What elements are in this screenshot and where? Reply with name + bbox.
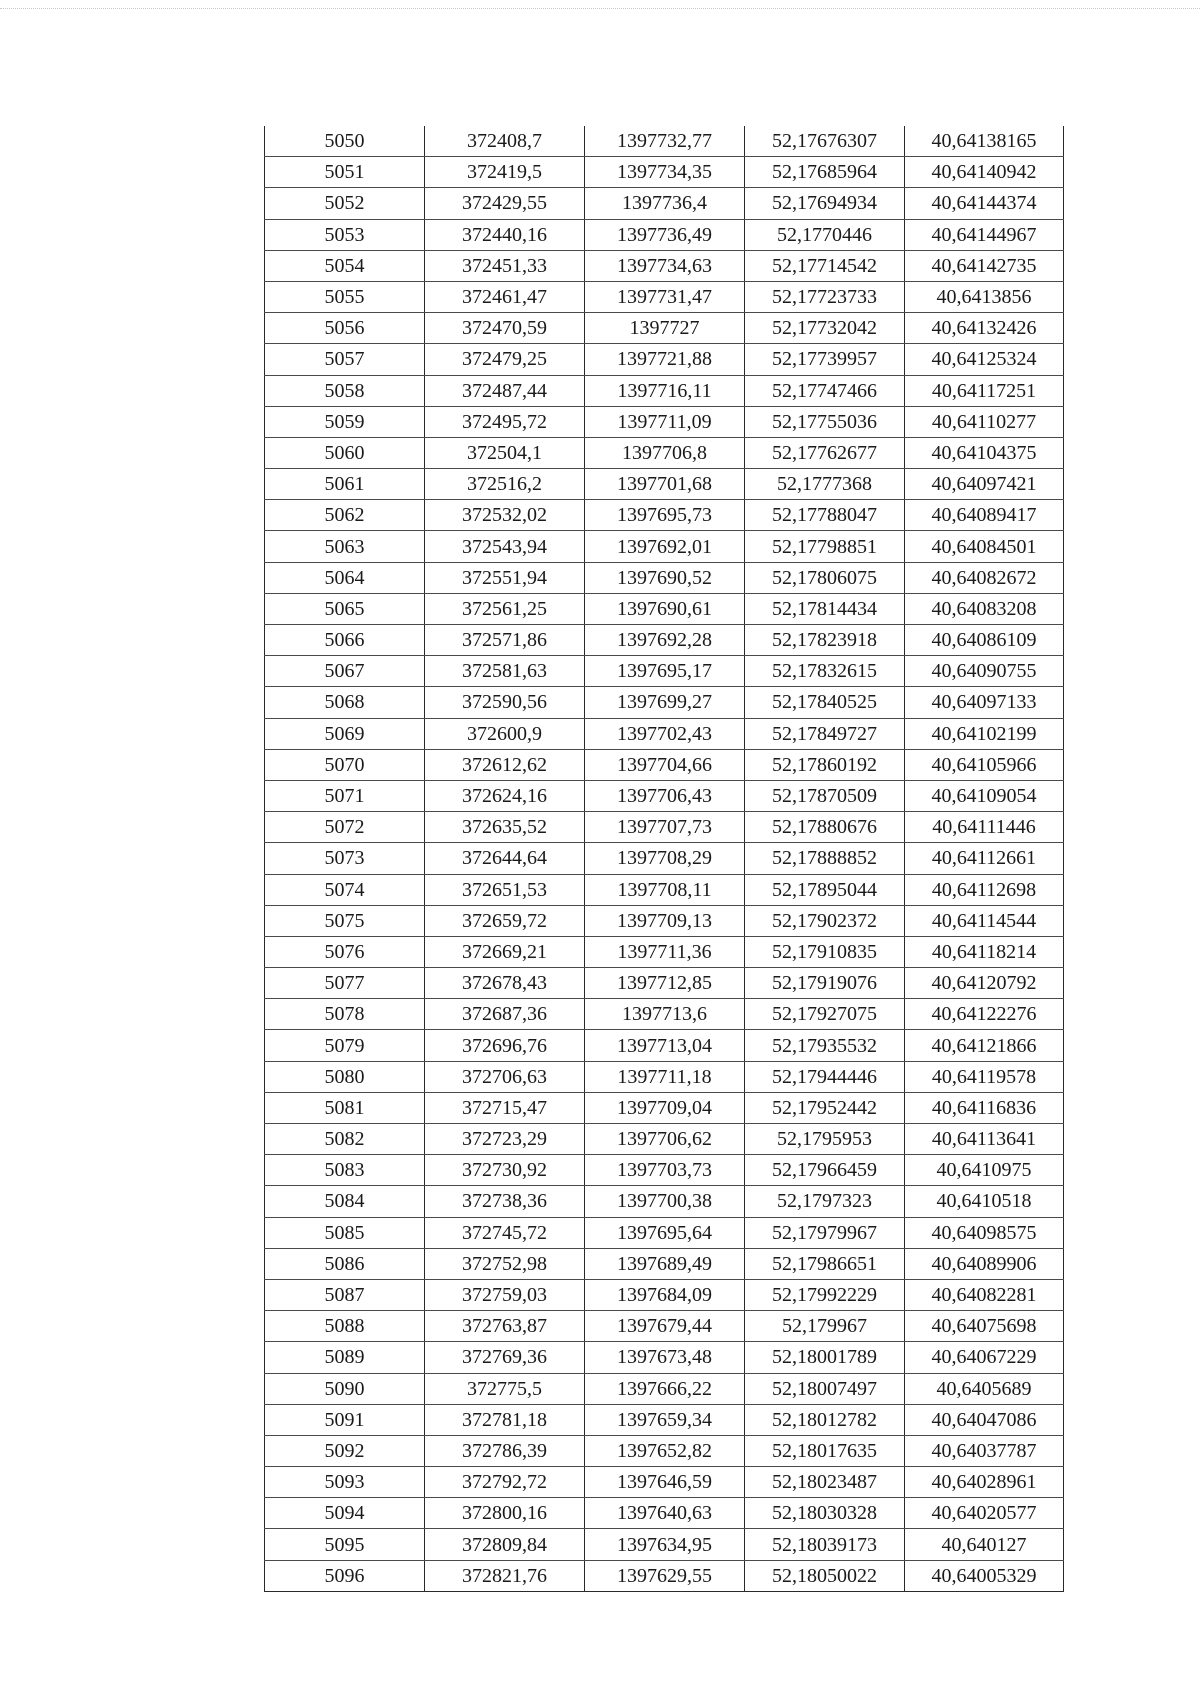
point-number-cell: 5062 — [265, 500, 425, 531]
y-coordinate-cell: 1397695,64 — [585, 1217, 745, 1248]
longitude-cell: 40,6413856 — [905, 281, 1064, 312]
table-row — [265, 219, 1064, 250]
y-coordinate-cell: 1397634,95 — [585, 1529, 745, 1560]
latitude-cell: 52,1770446 — [745, 219, 905, 250]
point-number-cell: 5061 — [265, 469, 425, 500]
latitude-cell: 52,17888852 — [745, 843, 905, 874]
longitude-cell: 40,64117251 — [905, 375, 1064, 406]
latitude-cell: 52,17755036 — [745, 406, 905, 437]
longitude-cell: 40,64144967 — [905, 219, 1064, 250]
y-coordinate-cell: 1397659,34 — [585, 1404, 745, 1435]
latitude-cell: 52,17840525 — [745, 687, 905, 718]
point-number-cell: 5055 — [265, 281, 425, 312]
x-coordinate-cell: 372504,1 — [425, 437, 585, 468]
latitude-cell: 52,17806075 — [745, 562, 905, 593]
table-row — [265, 562, 1064, 593]
table-row — [265, 780, 1064, 811]
longitude-cell: 40,64120792 — [905, 968, 1064, 999]
latitude-cell: 52,17966459 — [745, 1155, 905, 1186]
table-row — [265, 812, 1064, 843]
latitude-cell: 52,17895044 — [745, 874, 905, 905]
y-coordinate-cell: 1397640,63 — [585, 1498, 745, 1529]
y-coordinate-cell: 1397716,11 — [585, 375, 745, 406]
table-row — [265, 718, 1064, 749]
point-number-cell: 5082 — [265, 1124, 425, 1155]
y-coordinate-cell: 1397731,47 — [585, 281, 745, 312]
point-number-cell: 5050 — [265, 126, 425, 157]
longitude-cell: 40,6405689 — [905, 1373, 1064, 1404]
longitude-cell: 40,64097421 — [905, 469, 1064, 500]
table-row — [265, 1342, 1064, 1373]
longitude-cell: 40,64122276 — [905, 999, 1064, 1030]
point-number-cell: 5075 — [265, 905, 425, 936]
longitude-cell: 40,64144374 — [905, 188, 1064, 219]
point-number-cell: 5059 — [265, 406, 425, 437]
point-number-cell: 5066 — [265, 625, 425, 656]
latitude-cell: 52,18012782 — [745, 1404, 905, 1435]
table-row — [265, 1279, 1064, 1310]
table-row — [265, 469, 1064, 500]
longitude-cell: 40,64113641 — [905, 1124, 1064, 1155]
longitude-cell: 40,64102199 — [905, 718, 1064, 749]
point-number-cell: 5056 — [265, 313, 425, 344]
longitude-cell: 40,64020577 — [905, 1498, 1064, 1529]
x-coordinate-cell: 372461,47 — [425, 281, 585, 312]
table-row — [265, 126, 1064, 157]
latitude-cell: 52,17832615 — [745, 656, 905, 687]
latitude-cell: 52,17694934 — [745, 188, 905, 219]
point-number-cell: 5084 — [265, 1186, 425, 1217]
x-coordinate-cell: 372775,5 — [425, 1373, 585, 1404]
point-number-cell: 5058 — [265, 375, 425, 406]
table-row — [265, 188, 1064, 219]
y-coordinate-cell: 1397695,17 — [585, 656, 745, 687]
table-row — [265, 1155, 1064, 1186]
x-coordinate-cell: 372715,47 — [425, 1092, 585, 1123]
y-coordinate-cell: 1397727 — [585, 313, 745, 344]
latitude-cell: 52,179967 — [745, 1311, 905, 1342]
latitude-cell: 52,17747466 — [745, 375, 905, 406]
x-coordinate-cell: 372800,16 — [425, 1498, 585, 1529]
latitude-cell: 52,18039173 — [745, 1529, 905, 1560]
table-row — [265, 1092, 1064, 1123]
table-row — [265, 1373, 1064, 1404]
x-coordinate-cell: 372644,64 — [425, 843, 585, 874]
table-row — [265, 437, 1064, 468]
y-coordinate-cell: 1397703,73 — [585, 1155, 745, 1186]
point-number-cell: 5096 — [265, 1560, 425, 1591]
y-coordinate-cell: 1397692,01 — [585, 531, 745, 562]
x-coordinate-cell: 372821,76 — [425, 1560, 585, 1591]
table-row — [265, 313, 1064, 344]
x-coordinate-cell: 372759,03 — [425, 1279, 585, 1310]
table-row — [265, 874, 1064, 905]
point-number-cell: 5065 — [265, 593, 425, 624]
table-row — [265, 1404, 1064, 1435]
y-coordinate-cell: 1397711,18 — [585, 1061, 745, 1092]
x-coordinate-cell: 372745,72 — [425, 1217, 585, 1248]
table-row — [265, 1124, 1064, 1155]
y-coordinate-cell: 1397629,55 — [585, 1560, 745, 1591]
longitude-cell: 40,64082281 — [905, 1279, 1064, 1310]
longitude-cell: 40,64075698 — [905, 1311, 1064, 1342]
point-number-cell: 5054 — [265, 250, 425, 281]
longitude-cell: 40,64086109 — [905, 625, 1064, 656]
y-coordinate-cell: 1397736,4 — [585, 188, 745, 219]
longitude-cell: 40,64090755 — [905, 656, 1064, 687]
point-number-cell: 5074 — [265, 874, 425, 905]
table-row — [265, 687, 1064, 718]
y-coordinate-cell: 1397706,62 — [585, 1124, 745, 1155]
point-number-cell: 5079 — [265, 1030, 425, 1061]
x-coordinate-cell: 372408,7 — [425, 126, 585, 157]
latitude-cell: 52,17952442 — [745, 1092, 905, 1123]
latitude-cell: 52,17739957 — [745, 344, 905, 375]
longitude-cell: 40,64098575 — [905, 1217, 1064, 1248]
table-row — [265, 281, 1064, 312]
longitude-cell: 40,64105966 — [905, 749, 1064, 780]
x-coordinate-cell: 372792,72 — [425, 1467, 585, 1498]
point-number-cell: 5093 — [265, 1467, 425, 1498]
latitude-cell: 52,18050022 — [745, 1560, 905, 1591]
longitude-cell: 40,64089906 — [905, 1248, 1064, 1279]
longitude-cell: 40,64037787 — [905, 1435, 1064, 1466]
x-coordinate-cell: 372600,9 — [425, 718, 585, 749]
longitude-cell: 40,64119578 — [905, 1061, 1064, 1092]
x-coordinate-cell: 372612,62 — [425, 749, 585, 780]
longitude-cell: 40,64104375 — [905, 437, 1064, 468]
table-row — [265, 593, 1064, 624]
x-coordinate-cell: 372516,2 — [425, 469, 585, 500]
point-number-cell: 5087 — [265, 1279, 425, 1310]
point-number-cell: 5063 — [265, 531, 425, 562]
point-number-cell: 5083 — [265, 1155, 425, 1186]
y-coordinate-cell: 1397713,04 — [585, 1030, 745, 1061]
x-coordinate-cell: 372706,63 — [425, 1061, 585, 1092]
table-row — [265, 1467, 1064, 1498]
latitude-cell: 52,17992229 — [745, 1279, 905, 1310]
longitude-cell: 40,64112661 — [905, 843, 1064, 874]
table-row — [265, 843, 1064, 874]
table-row — [265, 1560, 1064, 1591]
longitude-cell: 40,64089417 — [905, 500, 1064, 531]
latitude-cell: 52,1795953 — [745, 1124, 905, 1155]
x-coordinate-cell: 372687,36 — [425, 999, 585, 1030]
longitude-cell: 40,64028961 — [905, 1467, 1064, 1498]
latitude-cell: 52,17910835 — [745, 936, 905, 967]
latitude-cell: 52,17870509 — [745, 780, 905, 811]
table-row — [265, 936, 1064, 967]
longitude-cell: 40,64138165 — [905, 126, 1064, 157]
latitude-cell: 52,18017635 — [745, 1435, 905, 1466]
y-coordinate-cell: 1397706,8 — [585, 437, 745, 468]
latitude-cell: 52,17823918 — [745, 625, 905, 656]
point-number-cell: 5070 — [265, 749, 425, 780]
y-coordinate-cell: 1397679,44 — [585, 1311, 745, 1342]
point-number-cell: 5077 — [265, 968, 425, 999]
latitude-cell: 52,18023487 — [745, 1467, 905, 1498]
x-coordinate-cell: 372635,52 — [425, 812, 585, 843]
y-coordinate-cell: 1397695,73 — [585, 500, 745, 531]
y-coordinate-cell: 1397692,28 — [585, 625, 745, 656]
x-coordinate-cell: 372624,16 — [425, 780, 585, 811]
latitude-cell: 52,17762677 — [745, 437, 905, 468]
latitude-cell: 52,17788047 — [745, 500, 905, 531]
x-coordinate-cell: 372451,33 — [425, 250, 585, 281]
x-coordinate-cell: 372551,94 — [425, 562, 585, 593]
coordinates-table-body — [265, 126, 1064, 1591]
y-coordinate-cell: 1397706,43 — [585, 780, 745, 811]
latitude-cell: 52,17880676 — [745, 812, 905, 843]
x-coordinate-cell: 372479,25 — [425, 344, 585, 375]
point-number-cell: 5067 — [265, 656, 425, 687]
y-coordinate-cell: 1397700,38 — [585, 1186, 745, 1217]
longitude-cell: 40,64112698 — [905, 874, 1064, 905]
longitude-cell: 40,64140942 — [905, 157, 1064, 188]
y-coordinate-cell: 1397690,52 — [585, 562, 745, 593]
y-coordinate-cell: 1397712,85 — [585, 968, 745, 999]
longitude-cell: 40,64109054 — [905, 780, 1064, 811]
point-number-cell: 5089 — [265, 1342, 425, 1373]
point-number-cell: 5085 — [265, 1217, 425, 1248]
x-coordinate-cell: 372696,76 — [425, 1030, 585, 1061]
y-coordinate-cell: 1397652,82 — [585, 1435, 745, 1466]
longitude-cell: 40,64125324 — [905, 344, 1064, 375]
latitude-cell: 52,17986651 — [745, 1248, 905, 1279]
table-row — [265, 1311, 1064, 1342]
point-number-cell: 5064 — [265, 562, 425, 593]
table-row — [265, 1186, 1064, 1217]
longitude-cell: 40,64084501 — [905, 531, 1064, 562]
latitude-cell: 52,17798851 — [745, 531, 905, 562]
table-row — [265, 1248, 1064, 1279]
point-number-cell: 5094 — [265, 1498, 425, 1529]
latitude-cell: 52,17814434 — [745, 593, 905, 624]
x-coordinate-cell: 372581,63 — [425, 656, 585, 687]
x-coordinate-cell: 372769,36 — [425, 1342, 585, 1373]
x-coordinate-cell: 372669,21 — [425, 936, 585, 967]
y-coordinate-cell: 1397734,63 — [585, 250, 745, 281]
point-number-cell: 5088 — [265, 1311, 425, 1342]
point-number-cell: 5078 — [265, 999, 425, 1030]
x-coordinate-cell: 372723,29 — [425, 1124, 585, 1155]
point-number-cell: 5091 — [265, 1404, 425, 1435]
x-coordinate-cell: 372738,36 — [425, 1186, 585, 1217]
point-number-cell: 5060 — [265, 437, 425, 468]
latitude-cell: 52,18001789 — [745, 1342, 905, 1373]
x-coordinate-cell: 372659,72 — [425, 905, 585, 936]
point-number-cell: 5071 — [265, 780, 425, 811]
table-row — [265, 406, 1064, 437]
y-coordinate-cell: 1397721,88 — [585, 344, 745, 375]
latitude-cell: 52,18007497 — [745, 1373, 905, 1404]
point-number-cell: 5073 — [265, 843, 425, 874]
longitude-cell: 40,6410518 — [905, 1186, 1064, 1217]
x-coordinate-cell: 372678,43 — [425, 968, 585, 999]
x-coordinate-cell: 372590,56 — [425, 687, 585, 718]
y-coordinate-cell: 1397713,6 — [585, 999, 745, 1030]
x-coordinate-cell: 372781,18 — [425, 1404, 585, 1435]
point-number-cell: 5052 — [265, 188, 425, 219]
latitude-cell: 52,18030328 — [745, 1498, 905, 1529]
latitude-cell: 52,17935532 — [745, 1030, 905, 1061]
table-row — [265, 968, 1064, 999]
table-row — [265, 905, 1064, 936]
latitude-cell: 52,17944446 — [745, 1061, 905, 1092]
point-number-cell: 5068 — [265, 687, 425, 718]
latitude-cell: 52,17723733 — [745, 281, 905, 312]
table-row — [265, 656, 1064, 687]
x-coordinate-cell: 372470,59 — [425, 313, 585, 344]
point-number-cell: 5095 — [265, 1529, 425, 1560]
latitude-cell: 52,17860192 — [745, 749, 905, 780]
point-number-cell: 5053 — [265, 219, 425, 250]
x-coordinate-cell: 372440,16 — [425, 219, 585, 250]
y-coordinate-cell: 1397666,22 — [585, 1373, 745, 1404]
latitude-cell: 52,17902372 — [745, 905, 905, 936]
table-row — [265, 1435, 1064, 1466]
longitude-cell: 40,64067229 — [905, 1342, 1064, 1373]
latitude-cell: 52,1777368 — [745, 469, 905, 500]
point-number-cell: 5072 — [265, 812, 425, 843]
y-coordinate-cell: 1397711,36 — [585, 936, 745, 967]
table-row — [265, 1061, 1064, 1092]
latitude-cell: 52,1797323 — [745, 1186, 905, 1217]
table-row — [265, 1217, 1064, 1248]
x-coordinate-cell: 372561,25 — [425, 593, 585, 624]
y-coordinate-cell: 1397704,66 — [585, 749, 745, 780]
x-coordinate-cell: 372651,53 — [425, 874, 585, 905]
x-coordinate-cell: 372571,86 — [425, 625, 585, 656]
latitude-cell: 52,17676307 — [745, 126, 905, 157]
x-coordinate-cell: 372543,94 — [425, 531, 585, 562]
table-row — [265, 157, 1064, 188]
point-number-cell: 5081 — [265, 1092, 425, 1123]
scan-edge-line — [0, 8, 1200, 9]
longitude-cell: 40,640127 — [905, 1529, 1064, 1560]
x-coordinate-cell: 372730,92 — [425, 1155, 585, 1186]
longitude-cell: 40,64142735 — [905, 250, 1064, 281]
x-coordinate-cell: 372809,84 — [425, 1529, 585, 1560]
y-coordinate-cell: 1397702,43 — [585, 718, 745, 749]
y-coordinate-cell: 1397708,11 — [585, 874, 745, 905]
y-coordinate-cell: 1397709,13 — [585, 905, 745, 936]
longitude-cell: 40,64114544 — [905, 905, 1064, 936]
longitude-cell: 40,64082672 — [905, 562, 1064, 593]
longitude-cell: 40,64132426 — [905, 313, 1064, 344]
y-coordinate-cell: 1397689,49 — [585, 1248, 745, 1279]
longitude-cell: 40,64110277 — [905, 406, 1064, 437]
table-row — [265, 1498, 1064, 1529]
longitude-cell: 40,64111446 — [905, 812, 1064, 843]
point-number-cell: 5090 — [265, 1373, 425, 1404]
table-row — [265, 1529, 1064, 1560]
point-number-cell: 5069 — [265, 718, 425, 749]
y-coordinate-cell: 1397709,04 — [585, 1092, 745, 1123]
table-row — [265, 749, 1064, 780]
x-coordinate-cell: 372487,44 — [425, 375, 585, 406]
table-row — [265, 999, 1064, 1030]
longitude-cell: 40,64118214 — [905, 936, 1064, 967]
x-coordinate-cell: 372495,72 — [425, 406, 585, 437]
point-number-cell: 5076 — [265, 936, 425, 967]
point-number-cell: 5080 — [265, 1061, 425, 1092]
table-row — [265, 625, 1064, 656]
y-coordinate-cell: 1397711,09 — [585, 406, 745, 437]
table-row — [265, 500, 1064, 531]
longitude-cell: 40,64121866 — [905, 1030, 1064, 1061]
y-coordinate-cell: 1397684,09 — [585, 1279, 745, 1310]
y-coordinate-cell: 1397707,73 — [585, 812, 745, 843]
table-row — [265, 1030, 1064, 1061]
y-coordinate-cell: 1397708,29 — [585, 843, 745, 874]
latitude-cell: 52,17714542 — [745, 250, 905, 281]
table-row — [265, 531, 1064, 562]
y-coordinate-cell: 1397690,61 — [585, 593, 745, 624]
latitude-cell: 52,17979967 — [745, 1217, 905, 1248]
x-coordinate-cell: 372763,87 — [425, 1311, 585, 1342]
longitude-cell: 40,64005329 — [905, 1560, 1064, 1591]
latitude-cell: 52,17919076 — [745, 968, 905, 999]
y-coordinate-cell: 1397732,77 — [585, 126, 745, 157]
latitude-cell: 52,17732042 — [745, 313, 905, 344]
latitude-cell: 52,17849727 — [745, 718, 905, 749]
latitude-cell: 52,17685964 — [745, 157, 905, 188]
longitude-cell: 40,6410975 — [905, 1155, 1064, 1186]
x-coordinate-cell: 372429,55 — [425, 188, 585, 219]
longitude-cell: 40,64116836 — [905, 1092, 1064, 1123]
table-row — [265, 375, 1064, 406]
point-number-cell: 5086 — [265, 1248, 425, 1279]
y-coordinate-cell: 1397736,49 — [585, 219, 745, 250]
longitude-cell: 40,64097133 — [905, 687, 1064, 718]
longitude-cell: 40,64047086 — [905, 1404, 1064, 1435]
y-coordinate-cell: 1397673,48 — [585, 1342, 745, 1373]
x-coordinate-cell: 372532,02 — [425, 500, 585, 531]
y-coordinate-cell: 1397734,35 — [585, 157, 745, 188]
point-number-cell: 5092 — [265, 1435, 425, 1466]
point-number-cell: 5051 — [265, 157, 425, 188]
x-coordinate-cell: 372419,5 — [425, 157, 585, 188]
point-number-cell: 5057 — [265, 344, 425, 375]
x-coordinate-cell: 372786,39 — [425, 1435, 585, 1466]
latitude-cell: 52,17927075 — [745, 999, 905, 1030]
y-coordinate-cell: 1397646,59 — [585, 1467, 745, 1498]
y-coordinate-cell: 1397701,68 — [585, 469, 745, 500]
coordinates-table — [264, 126, 1064, 1592]
table-row — [265, 250, 1064, 281]
x-coordinate-cell: 372752,98 — [425, 1248, 585, 1279]
longitude-cell: 40,64083208 — [905, 593, 1064, 624]
y-coordinate-cell: 1397699,27 — [585, 687, 745, 718]
table-row — [265, 344, 1064, 375]
